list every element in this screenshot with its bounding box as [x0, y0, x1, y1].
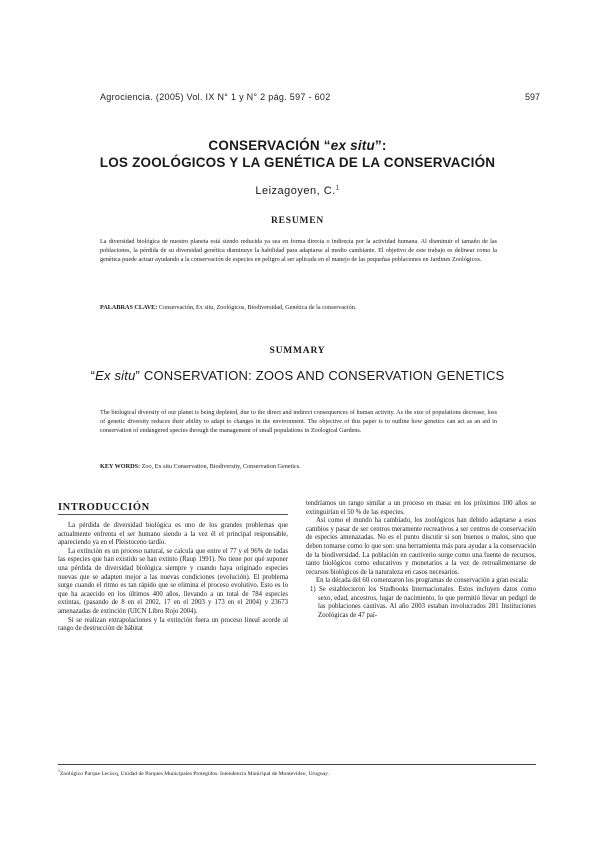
- title-text-end: ”:: [374, 138, 387, 153]
- paragraph: Si se realizan extrapolaciones y la extinción fuera un proceso lineal acorde al rango de destrucción de hábitat: [58, 616, 288, 633]
- footnote: [58, 767, 536, 778]
- paragraph: En la década del 60 comenzaron los programas de conservación a gran escala:: [316, 577, 529, 585]
- paper-title-line2: LOS ZOOLÓGICOS Y LA GENÉTICA DE LA CONSERVACIÓN: [99, 155, 496, 170]
- english-title-italic: Ex situ: [95, 368, 136, 383]
- english-title-text: ” CONSERVATION: ZOOS AND CONSERVATION GENETICS: [135, 368, 505, 383]
- author: [40, 185, 555, 197]
- paragraph: Así como el mundo ha cambiado, los zoológicos han debido adaptarse a esos cambios y pasar de ser centros meramente recreativos a ser centros de conservación de especies amenazadas. No es el punto discutir si son buenos o malos, sino que deben tomarse como lo que son: una herramienta más para ayudar a la conservación de la biodiversidad. La población en cautiverio surge como una fuente de recursos, tanto biológicos como educativos y monetarios a la vez de retroalimentarse de recursos biológicos de la naturaleza en casos necesarios.: [306, 517, 536, 576]
- author-footnote-mark: 1: [335, 185, 340, 192]
- summary-text: The biological diversity of our planet is being depleted, due to the direct and indirect consequences of human activity. As the size of populations decrease, loss of genetic diversity reduces their ability to adapt to changes in the environment. The objective of this paper is to outline how genetics can act as an aid in conservation of endangered species through the management of small populations in Zoological Gardens.: [100, 409, 497, 434]
- resumen-heading: RESUMEN: [270, 216, 325, 226]
- title-text: CONSERVACIÓN “: [208, 138, 331, 153]
- paragraph: La pérdida de diversidad biológica es uno de los grandes problemas que actualmente enfrenta el ser humano siendo a la vez él el principal responsable, apareciendo ya en el Pleistoceno tardío.: [58, 522, 288, 547]
- paper-title-line1: [40, 138, 555, 153]
- introduccion-heading: INTRODUCCIÓN: [58, 502, 150, 513]
- left-column: [58, 522, 288, 634]
- page-number: 597: [524, 92, 540, 102]
- summary-heading: SUMMARY: [269, 346, 326, 356]
- key-words: [100, 463, 497, 472]
- resumen-text: La diversidad biológica de nuestro planeta está siendo reducida ya sea en forma directa o indirecta por la actividad humana. Al disminuir el tamaño de las poblaciones, la pérdida de su diversidad genética disminuye la habilidad para adaptarse al medio cambiante. El objetivo de este trabajo es delinear como la genética puede actuar ayudando a la conservación de especies en peligro al ser aplicada en el manejo de las pequeñas poblaciones en Jardines Zoológicos.: [100, 238, 497, 263]
- english-title-quote: “: [90, 368, 96, 383]
- footnote-text: Zoológico Parque Lecocq, Unidad de Parques Municipales Protegidos. Intendencia Municipal de Montevideo, Uruguay.: [60, 770, 329, 777]
- english-title: [60, 368, 535, 384]
- right-column: [306, 500, 536, 620]
- key-words-text: Zoo, Ex situ Conservation, Biodiversity, Conservation Genetics.: [140, 463, 301, 470]
- list-item: 1) Se establecieron los Studbooks Internacionales. Estos incluyen datos como sexo, edad, ancestros, lugar de nacimiento, lo que permitió llevar un pedigrí de las poblaciones cautivas. Al año 2003 estaban involucrados 281 Instituciones Zoológicas de 47 paí-: [310, 585, 536, 619]
- footnote-mark: 1: [58, 768, 60, 773]
- paragraph: La extinción es un proceso natural, se calcula que entre el 77 y el 96% de todas las especies que han existido se han extinto (Raup 1991). No tiene por qué suponer una pérdida de diversidad biológica siempre y cuando haya originado especies nuevas que se adapten mejor a las nuevas condiciones (evolución). El problema surge cuando el ritmo es tan rápido que se elimina el proceso evolutivo. Esto es lo que ha acaecido en los últimos 400 años, llevando a un total de 784 especies extintas, (pasando de 8 en el 2002, 17 en el 2003 y 173 en el 2004) y 23673 amenazadas de extinción (UICN Libro Rojo 2004).: [58, 547, 288, 615]
- footnote-rule: [58, 764, 536, 765]
- palabras-clave: [100, 304, 497, 313]
- palabras-clave-label: PALABRAS CLAVE:: [100, 304, 158, 311]
- section-rule: [58, 514, 288, 515]
- palabras-clave-text: Conservación, Ex situ, Zoológicos, Biodiversidad, Genética de la conservación.: [157, 304, 357, 311]
- running-header: Agrociencia. (2005) Vol. IX N° 1 y N° 2 pág. 597 - 602: [100, 92, 331, 102]
- key-words-label: KEY WORDS:: [100, 463, 141, 470]
- title-italic: ex situ: [330, 138, 375, 153]
- author-name: Leizagoyen, C.: [255, 185, 336, 197]
- paragraph-continued: tendríamos un rango similar a un proceso en masa: en los próximos 100 años se extinguirían el 50 % de las especies.: [306, 500, 536, 516]
